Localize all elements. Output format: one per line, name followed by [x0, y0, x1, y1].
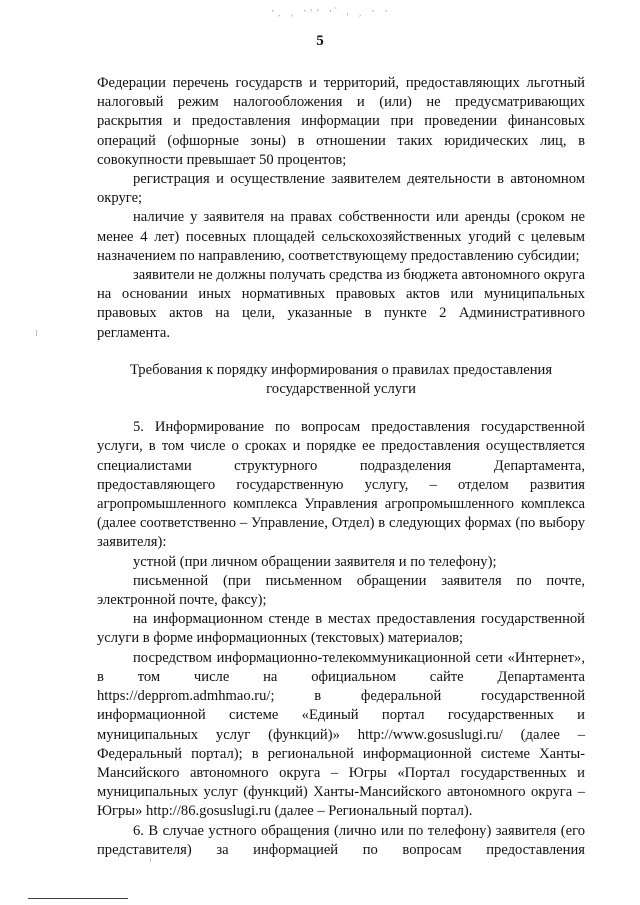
paragraph-item-6: 6. В случае устного обращения (лично или по телефону) заявителя (его представителя) за информацией по вопросам предоставления — [97, 822, 585, 858]
section-heading — [97, 361, 585, 399]
scan-speck — [150, 858, 151, 862]
section-heading-line1: Требования к порядку информирования о правилах предоставления — [129, 361, 553, 378]
paragraph-internet: посредством информационно-телекоммуникационной сети «Интернет», в том числе на официальном сайте Департамента https://depprom.admhmao.ru/; в федеральной государственной информационной системе «Единый портал государственных и муниципальных услуг (функций)» http://www.gosuslugi.ru/ (далее – Федеральный портал); в региональной информационной системе Ханты-Мансийского автономного округа – Югры «Портал государственных и муниципальных услуг (функций) Ханты-Мансийского автономного округа – Югры» http://86.gosuslugi.ru (далее – Региональный портал). — [97, 649, 585, 820]
page-number: 5 — [316, 33, 324, 49]
paragraph-written-form: письменной (при письменном обращении заявителя по почте, электронной почте, факсу); — [97, 572, 585, 609]
scan-noise: ·ˏ ˎ ·˒˓ ·ˋ ˌ ˏ · · — [270, 7, 390, 17]
paragraph-registration: регистрация и осуществление заявителем деятельности в автономном округе; — [97, 171, 585, 207]
paragraph-land-ownership: наличие у заявителя на правах собственности или аренды (сроком не менее 4 лет) посевных площадей сельскохозяйственных угодий с целевым назначением по направлению, соответствующему предоставлению субсидии; — [97, 209, 585, 264]
section-heading-line2: государственной услуги — [266, 381, 416, 398]
paragraph-no-other-funding: заявители не должны получать средства из бюджета автономного округа на основании иных нормативных правовых актов или муниципальных правовых актов на цели, указанные в пункте 2 Административного регламента. — [97, 267, 585, 341]
footer-rule — [28, 898, 128, 899]
document-body — [97, 74, 585, 860]
paragraph-info-stand: на информационном стенде в местах предоставления государственной услуги в форме информационных (текстовых) материалов; — [97, 611, 585, 647]
paragraph-oral-form: устной (при личном обращении заявителя и по телефону); — [133, 553, 497, 570]
scan-speck — [36, 330, 37, 336]
paragraph-offshore-continuation: Федерации перечень государств и территорий, предоставляющих льготный налоговый режим налогообложения и (или) не предусматривающих раскрытия и предоставления информации при проведении финансовых операций (офшорные зоны) в отношении таких юридических лиц, в совокупности превышает 50 процентов; — [97, 75, 585, 168]
paragraph-item-5: 5. Информирование по вопросам предоставления государственной услуги, в том числе о сроках и порядке ее предоставления осуществляется специалистами структурного подразделения Департамента, предоставляющего государственную услугу, – отделом развития агропромышленного комплекса Управления агропромышленного комплекса (далее соответственно – Управление, Отдел) в следующих формах (по выбору заявителя): — [97, 419, 585, 551]
